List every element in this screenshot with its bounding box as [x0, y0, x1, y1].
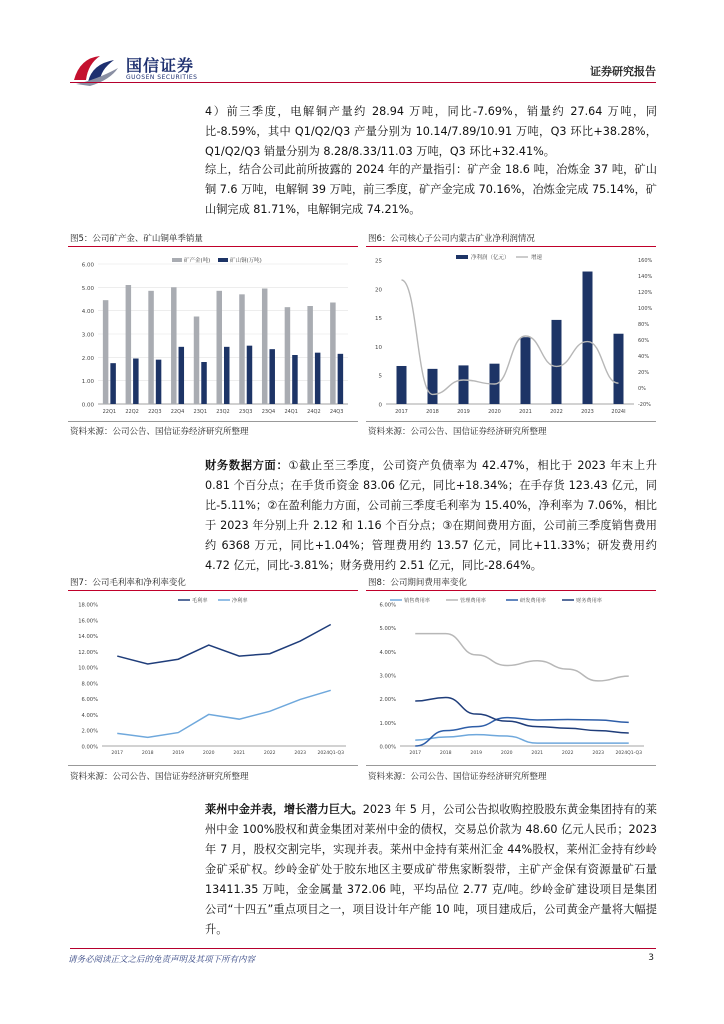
- series-line-3: [415, 697, 629, 733]
- gold-bar: [330, 303, 336, 405]
- copper-bar: [179, 347, 185, 404]
- x-tick-label: 2017: [409, 751, 422, 756]
- fig8-bottom-rule: [366, 765, 656, 766]
- y-tick-label: 2.00: [81, 355, 94, 362]
- y-tick-label: 12.00%: [78, 649, 98, 656]
- y-tick-label: 10.00%: [78, 665, 98, 672]
- series-line-2: [415, 718, 629, 746]
- legend-label-0: 销售费用率: [404, 598, 430, 604]
- x-tick-label: 2019: [172, 751, 185, 756]
- fig8-source: 资料来源：公司公告、国信证券经济研究所整理: [368, 772, 547, 782]
- y-tick-label: 2.00%: [379, 697, 396, 704]
- x-tick-label: 2024Q1-Q3: [615, 751, 643, 756]
- fig7-bottom-rule: [68, 765, 358, 766]
- profit-bar: [552, 320, 562, 404]
- x-tick-label: 23Q3: [238, 409, 253, 415]
- brand-name-en: GUOSEN SECURITIES: [126, 74, 198, 81]
- fig8-title: 图8：公司期间费用率变化: [368, 578, 467, 588]
- y2-tick-label: -20%: [638, 402, 651, 408]
- x-tick-label: 2022: [550, 409, 563, 415]
- y-tick-label: 5.00: [81, 285, 94, 292]
- financials-lead: 财务数据方面：: [205, 459, 289, 472]
- copper-bar: [133, 359, 139, 405]
- paragraph-copper-output: 4）前三季度，电解铜产量约 28.94 万吨，同比-7.69%，销量约 27.64 万吨，同比-8.59%，其中 Q1/Q2/Q3 产量分别为 10.14/7.89/10.91 万吨，Q3 环比+38.28%，Q1/Q2/Q3 销量分别为 8.28/8.33/11.03 万吨，Q3 环比+32.41%。: [205, 105, 657, 158]
- x-tick-label: 2021: [233, 751, 246, 756]
- y2-tick-label: 20%: [638, 370, 650, 376]
- y-tick-label: 4.00%: [81, 712, 98, 719]
- x-tick-label: 2019: [457, 409, 470, 415]
- footer-disclaimer: 请务必阅读正文之后的免责声明及其项下所有内容: [68, 955, 256, 965]
- fig8-rule: [366, 590, 656, 591]
- legend-growth-label: 增速: [531, 255, 543, 261]
- x-tick-label: 2021: [531, 751, 544, 756]
- legend-label-1: 净利率: [232, 598, 248, 604]
- y-tick-label: 4.00: [81, 309, 94, 316]
- copper-bar: [247, 346, 253, 404]
- y-tick-label: 18.00%: [78, 602, 98, 609]
- legend-label-1: 管理费用率: [460, 598, 486, 604]
- y-tick-label: 2.00%: [81, 728, 98, 735]
- paragraph-guidance: 综上，结合公司此前所披露的 2024 年的产量指引：矿产金 18.6 吨，冶炼金 37 吨，矿山铜 7.6 万吨，电解铜 39 万吨，前三季度，矿产金完成 70.16%，冶炼金完成 75.14%，矿山铜完成 81.71%，电解铜完成 74.21%。: [205, 163, 657, 216]
- y-tick-label: 6.00%: [81, 697, 98, 704]
- y-tick-label: 6.00: [81, 262, 94, 269]
- legend-label-2: 研发费用率: [520, 598, 546, 604]
- y-tick-label: 10: [375, 344, 382, 351]
- x-tick-label: 2023: [581, 409, 594, 415]
- legend-profit-swatch: [456, 255, 468, 259]
- gold-bar: [171, 287, 177, 404]
- fig5-rule: [68, 246, 358, 247]
- x-tick-label: 2020: [500, 751, 513, 756]
- y-tick-label: 3.00%: [379, 673, 396, 680]
- y2-tick-label: 160%: [638, 258, 653, 264]
- x-tick-label: 2023: [592, 751, 605, 756]
- gold-bar: [194, 317, 200, 405]
- x-tick-label: 2018: [426, 409, 439, 415]
- profit-bar: [428, 369, 438, 404]
- y-tick-label: 0.00%: [379, 744, 396, 751]
- fig8-chart: [366, 594, 656, 764]
- x-tick-label: 2024I: [611, 409, 626, 415]
- y-tick-label: 5: [378, 373, 382, 380]
- gold-bar: [148, 291, 154, 404]
- fig7-rule: [68, 590, 358, 591]
- x-tick-label: 24Q2: [307, 409, 321, 415]
- y2-tick-label: 120%: [638, 290, 653, 296]
- profit-bar: [459, 365, 469, 404]
- y-tick-label: 0.00%: [81, 744, 98, 751]
- y-tick-label: 5.00%: [379, 626, 396, 633]
- profit-bar: [397, 366, 407, 404]
- x-tick-label: 2018: [439, 751, 452, 756]
- paragraph-laizhou: [205, 800, 657, 940]
- x-tick-label: 2019: [470, 751, 483, 756]
- financials-body: ①截止至三季度，公司资产负债率为 42.47%，相比于 2023 年末上升 0.81 个百分点；在手货币资金 83.06 亿元，同比+18.34%；在手存货 123.43 亿元，同比-5.11%；②在盈利能力方面，公司前三季度毛利率为 15.40%，净利率为 7.06%，相比于 2023 年分别上升 2.12 和 1.16 个百分点；③在期间费用方面，公司前三季度销售费用约 6368 万元，同比+1.04%；管理费用约 13.57 亿元，同比+11.33%；研发费用约 4.72 亿元，同比-3.81%；财务费用约 2.51 亿元，同比-28.64%。: [205, 459, 657, 572]
- y2-tick-label: 60%: [638, 338, 650, 344]
- fig5-chart: [68, 250, 358, 420]
- y-tick-label: 8.00%: [81, 681, 98, 688]
- x-tick-label: 2018: [141, 751, 154, 756]
- fig6-title: 图6：公司核心子公司内蒙古矿业净利润情况: [368, 234, 535, 244]
- gold-bar: [262, 289, 268, 405]
- series-line-0: [117, 625, 331, 664]
- series-line-1: [117, 690, 331, 737]
- x-tick-label: 23Q2: [216, 409, 230, 415]
- fig5-title: 图5：公司矿产金、矿山铜单季销量: [70, 234, 203, 244]
- footer-rule: [70, 948, 656, 949]
- header-rule: [70, 82, 656, 83]
- profit-bar: [583, 272, 593, 404]
- series-line-1: [415, 634, 629, 681]
- fig7-title: 图7：公司毛利率和净利率变化: [70, 578, 186, 588]
- profit-bar: [614, 334, 624, 404]
- legend-profit-label: 净利润（亿元）: [471, 255, 510, 261]
- brand-logo: [70, 50, 210, 90]
- x-tick-label: 24Q3: [329, 409, 344, 415]
- legend-gold-swatch: [172, 258, 182, 262]
- gold-bar: [217, 291, 223, 404]
- fig6-rule: [366, 246, 656, 247]
- fig6-bottom-rule: [366, 421, 656, 422]
- y-tick-label: 6.00%: [379, 602, 396, 609]
- gold-bar: [239, 294, 245, 404]
- x-tick-label: 24Q1: [284, 409, 298, 415]
- guosen-logo-icon: [70, 50, 122, 90]
- y-tick-label: 0.00: [81, 402, 94, 409]
- legend-gold-label: 矿产金(吨): [184, 258, 211, 264]
- series-line-0: [415, 735, 629, 744]
- x-tick-label: 22Q2: [125, 409, 139, 415]
- x-tick-label: 22Q1: [102, 409, 117, 415]
- y2-tick-label: 40%: [638, 354, 650, 360]
- fig7-source: 资料来源：公司公告、国信证券经济研究所整理: [70, 772, 249, 782]
- x-tick-label: 2017: [395, 409, 408, 415]
- y-tick-label: 4.00%: [379, 649, 396, 656]
- x-tick-label: 23Q1: [193, 409, 208, 415]
- fig7-chart: [68, 594, 358, 764]
- y-tick-label: 20: [375, 287, 382, 294]
- copper-bar: [110, 363, 116, 404]
- y-tick-label: 15: [375, 316, 382, 323]
- copper-bar: [338, 354, 344, 404]
- x-tick-label: 23Q4: [261, 409, 276, 415]
- brand-name-cn: 国信证券: [126, 56, 195, 75]
- x-tick-label: 2021: [519, 409, 532, 415]
- y-tick-label: 14.00%: [78, 634, 98, 641]
- x-tick-label: 2020: [488, 409, 501, 415]
- y-tick-label: 3.00: [81, 332, 94, 339]
- x-tick-label: 2020: [202, 751, 215, 756]
- copper-bar: [201, 362, 207, 404]
- y2-tick-label: 100%: [638, 306, 653, 312]
- x-tick-label: 2023: [294, 751, 307, 756]
- copper-bar: [269, 349, 275, 404]
- copper-bar: [292, 355, 298, 404]
- laizhou-lead: 莱州中金并表，增长潜力巨大。: [205, 803, 363, 816]
- x-tick-label: 22Q3: [148, 409, 162, 415]
- copper-bar: [315, 353, 321, 404]
- y2-tick-label: 80%: [638, 322, 650, 328]
- copper-bar: [224, 347, 230, 404]
- y-tick-label: 25: [375, 258, 382, 265]
- y-tick-label: 16.00%: [78, 618, 98, 625]
- profit-bar: [521, 337, 531, 404]
- legend-label-0: 毛利率: [192, 598, 208, 604]
- fig5-source: 资料来源：公司公告、国信证券经济研究所整理: [70, 427, 249, 437]
- laizhou-body: 2023 年 5 月，公司公告拟收购控股股东黄金集团持有的莱州中金 100%股权和黄金集团对莱州中金的债权，交易总价款为 48.60 亿元人民币；2023 年 7 月，股权交割完毕，实现并表。莱州中金持有莱州汇金 44%股权，莱州汇金持有纱岭金矿采矿权。纱岭金矿处于胶东地区主要成矿带焦家断裂带，主矿产金保有资源量矿石量 13411.35 万吨，金金属量 372.06 吨，平均品位 2.77 克/吨。纱岭金矿建设项目是集团公司“十四五”重点项目之一，项目设计年产能 10 吨，项目建成后，公司黄金产量将大幅提升。: [205, 803, 657, 936]
- y-tick-label: 1.00: [81, 379, 94, 386]
- y2-tick-label: 140%: [638, 274, 653, 280]
- y2-tick-label: 0%: [638, 386, 646, 392]
- fig5-bottom-rule: [68, 421, 358, 422]
- y-tick-label: 1.00%: [379, 720, 396, 727]
- fig6-chart: [366, 250, 656, 420]
- page-number: 3: [648, 953, 654, 963]
- x-tick-label: 2022: [263, 751, 276, 756]
- legend-label-3: 财务费用率: [576, 598, 602, 604]
- copper-bar: [156, 360, 162, 404]
- gold-bar: [103, 300, 109, 404]
- gold-bar: [126, 285, 132, 404]
- legend-copper-swatch: [218, 258, 228, 262]
- x-tick-label: 2024Q1-Q3: [317, 751, 345, 756]
- gold-bar: [307, 306, 313, 404]
- x-tick-label: 2022: [561, 751, 574, 756]
- fig6-source: 资料来源：公司公告、国信证券经济研究所整理: [368, 427, 547, 437]
- report-type: 证券研究报告: [590, 65, 656, 78]
- x-tick-label: 2017: [111, 751, 124, 756]
- paragraph-financials: [205, 456, 657, 576]
- x-tick-label: 22Q4: [170, 409, 185, 415]
- gold-bar: [285, 307, 291, 404]
- legend-copper-label: 矿山铜(万吨): [230, 258, 262, 264]
- y-tick-label: 0: [378, 402, 382, 409]
